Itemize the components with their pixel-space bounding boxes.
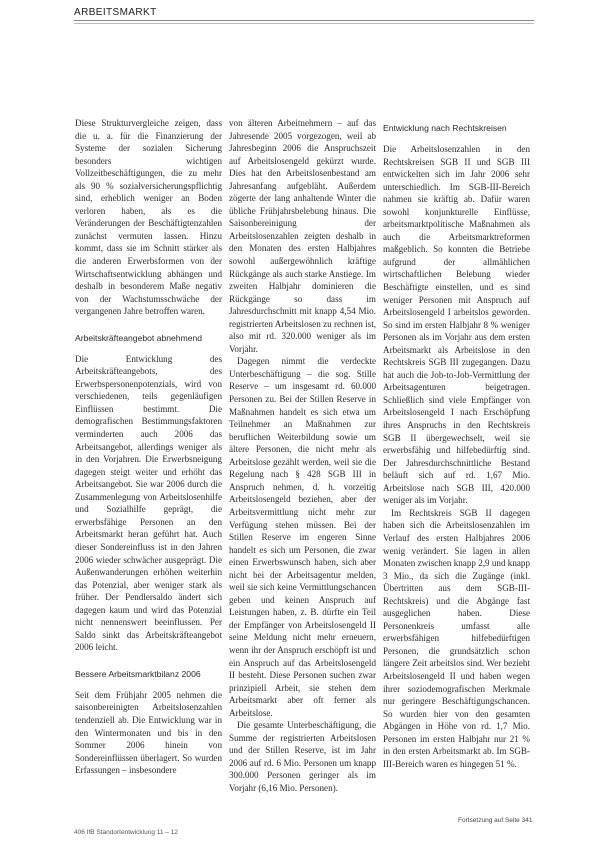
section-heading: Arbeitskräfteangebot abnehmend [75,332,203,343]
section-header: ARBEITSMARKT [74,7,157,18]
page-footer: 406 IfB Standortentwicklung 11 – 12 [74,829,178,836]
paragraph: Diese Strukturvergleiche zeigen, dass die u. a. für die Finanzierung der Systeme der sozialen Sicherung besonders wichtigen Vollzeitbeschäftigungen, die zu mehr als 90 % sozialversicherungspflichtig sind, erheblich weniger an Boden verloren haben, als es die Veränderungen der Beschäftigtenzahlen zunächst vermuten lassen. Hinzu kommt, dass sie im Schnitt stärker als die anderen Erwerbsformen von der Wirtschaftsentwicklung abhängen und deshalb in besonderem Maße negativ von der Wachstumsschwäche der vergangenen Jahre betroffen waren. [75,118,222,317]
section-heading: Entwicklung nach Rechtskreisen [383,123,507,133]
paragraph: Dagegen nimmt die verdeckte Unterbeschäftigung – die sog. Stille Reserve – um insgesamt rd. 60.000 Personen zu. Bei der Stillen Reserve in Maßnahmen handelt es sich etwa um Teilnehmer an Maßnahmen zur beruflichen Weiterbildung sowie um ältere Personen, die nicht mehr als Arbeitslose gezählt werden, weil sie die Regelung nach § 428 SGB III in Anspruch nehmen, d. h. vorzeitig Arbeitslosengeld beziehen, aber der Arbeitsvermittlung nicht mehr zur Verfügung stehen müssen. Bei der Stillen Reserve im engeren Sinne handelt es sich um Personen, die zwar einen Erwerbswunsch haben, sich aber nicht bei der Arbeitsagentur melden, weil sie sich keine Vermittlungschancen geben und keinen Anspruch auf Leistungen haben, z. B. dürfte ein Teil der Empfänger von Arbeitslosengeld II seine Meldung nicht mehr erneuern, wenn ihr der Anspruch erschöpft ist und ein Anspruch auf das Arbeitslosengeld II besteht. Diese Personen suchen zwar prinzipiell Arbeit, sie stehen dem Arbeitsmarkt aber oft ferner als Arbeitslose. [229,356,376,718]
paragraph: Die Arbeitslosenzahlen in den Rechtskreisen SGB II und SGB III entwickelten sich im Jahr 2006 sehr unterschiedlich. Im SGB-III-Bereich nahmen sie kräftig ab. Dafür waren sowohl konjunkturelle Einflüsse, arbeitsmarktpolitische Maßnahmen als auch die Arbeitsmarktreformen maßgeblich. So konnten die Betriebe aufgrund der allmählichen wirtschaftlichen Belebung wieder Beschäftigte einstellen, und es sind weniger Personen mit Anspruch auf Arbeitslosengeld I arbeitslos geworden. So sind im ersten Halbjahr 8 % weniger Personen als im Vorjahr aus dem ersten Arbeitsmarkt als Arbeitslose in den Rechtskreis SGB III zugegangen. Dazu hat auch die Job-to-Job-Vermittlung der Arbeitsagenturen beigetragen. Schließlich sind viele Empfänger von Arbeitslosengeld I nach Erschöpfung ihres Anspruchs in den Rechtskreis SGB II übergewechselt, weil sie erwerbsfähig und hilfebedürftig sind. Der Jahresdurchschnittliche Bestand beläuft sich auf rd. 1,67 Mio. Arbeitslose nach SGB III, 420.000 weniger als im Vorjahr. [383,144,530,506]
text-column-right [383,122,530,770]
paragraph: Seit dem Frühjahr 2005 nehmen die saisonbereinigten Arbeitslosenzahlen tendenziell ab. Die Entwicklung war in den Wintermonaten und bis in den Sommer 2006 hinein von Sondereinflüssen überlagert. So wurden Erfassungen – insbesondere [75,689,222,776]
paragraph: Im Rechtskreis SGB II dagegen haben sich die Arbeitslosenzahlen im Verlauf des ersten Halbjahres 2006 wenig verändert. Sie lagen in allen Monaten zwischen knapp 2,9 und knapp 3 Mio., da sich die Zugänge (inkl. Übertritten aus dem SGB-III-Rechtskreis) und die Abgänge fast ausgeglichen haben. Diese Personenkreis umfasst alle erwerbsfähigen hilfebedürftigen Personen, die grundsätzlich schon längere Zeit arbeitslos sind. Wer bezieht Arbeitslosengeld II und haben wegen ihrer soziodemografischen Merkmale nur geringere Beschäftigungschancen. So wurden hier von den gesamten Abgängen in Höhe von rd. 1,7 Mio. Personen im ersten Halbjahr nur 21 % in den ersten Arbeitsmarkt ab. Im SGB-III-Bereich waren es hingegen 51 %. [383,507,530,769]
header-rule [74,20,534,21]
paragraph: Die Entwicklung des Arbeitskräfteangebots, des Erwerbspersonenpotenzials, wird von verschiedenen, teils gegenläufigen Einflüssen bestimmt. Die demografischen Bestimmungsfaktoren verminderten auch 2006 das Arbeitsangebot, allerdings weniger als in den Vorjahren. Die Erwerbsneigung dagegen steigt weiter und erhöht das Arbeitsangebot. Sie war 2006 durch die Zusammenlegung von Arbeitslosenhilfe und Sozialhilfe geprägt, die erwerbsfähige Personen an den Arbeitsmarkt heran geführt hat. Auch dieser Sondereinfluss ist in den Jahren 2006 wieder schwächer ausgeprägt. Die Außenwanderungen erhöhen weiterhin das Potenzial, aber weniger stark als früher. Der Pendlersaldo ändert sich dagegen kaum und wird das Potenzial nicht nennenswert beeinflussen. Per Saldo sinkt das Arbeitskräfteangebot 2006 leicht. [75,353,222,653]
header-rule-secondary [74,23,534,24]
text-column-left [75,117,222,777]
continuation-note: Fortsetzung auf Seite 341 [458,817,533,824]
paragraph: Die gesamte Unterbeschäftigung, die Summe der registrierten Arbeitslosen und der Stillen Reserve, ist im Jahr 2006 auf rd. 6 Mio. Personen um knapp 300.000 Personen geringer als im Vorjahr (6,16 Mio. Personen). [229,720,376,793]
paragraph: von älteren Arbeitnehmern – auf das Jahresende 2005 vorgezogen, weil ab Jahresbeginn 2006 die Anspruchszeit auf Arbeitslosengeld gekürzt wurde. Dies hat den Arbeitslosenbestand am Jahresanfang aufgebläht. Außerdem zögerte der lang anhaltende Winter die übliche Frühjahrsbelebung hinaus. Die Saisonbereinigung der Arbeitslosenzahlen zeigten deshalb in den Monaten des ersten Halbjahres sowohl außergewöhnlich kräftige Rückgänge als auch starke Anstiege. Im zweiten Halbjahr dominieren die Rückgänge so dass im Jahresdurchschnitt mit knapp 4,54 Mio. registrierten Arbeitslosen zu rechnen ist, also mit rd. 320.000 weniger als im Vorjahr. [229,118,376,354]
section-heading: Bessere Arbeitsmarktbilanz 2006 [75,668,201,679]
text-column-middle [229,117,376,795]
